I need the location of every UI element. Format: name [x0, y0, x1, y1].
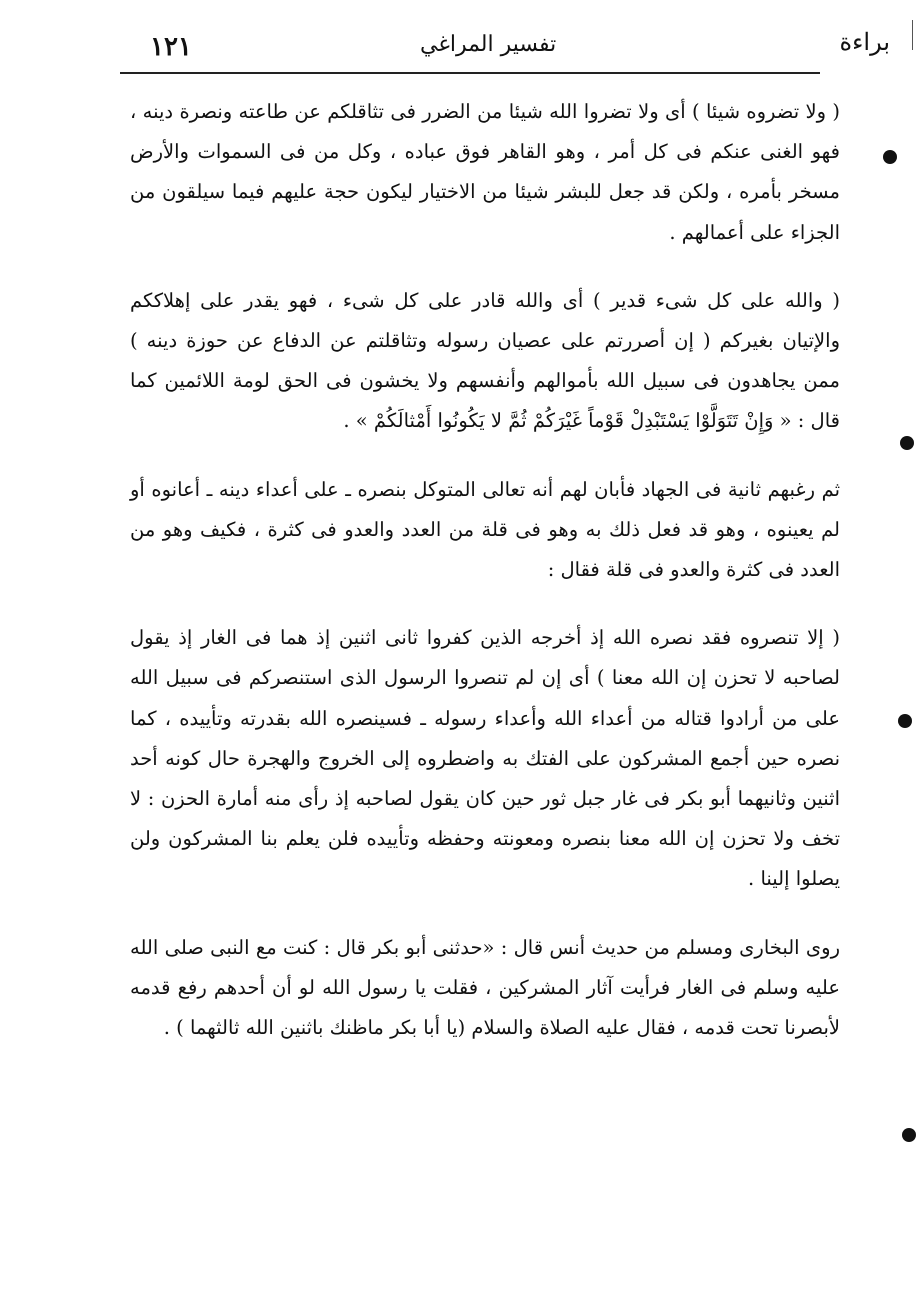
page-header	[120, 18, 890, 68]
scan-edge-mark	[912, 20, 913, 50]
page-number: ١٢١	[150, 32, 192, 62]
scan-hole-mark	[900, 436, 914, 450]
paragraph: ثم رغبهم ثانية فى الجهاد فأبان لهم أنه تعالى المتوكل بنصره ـ على أعداء دينه ـ أعانوه أو لم يعينوه ، وهو قد فعل ذلك به وهو فى قلة من العدد والعدو فى كثرة ، فكيف وهو من العدد فى كثرة والعدو فى قلة فقال :	[130, 477, 840, 582]
body-text	[130, 92, 840, 1076]
paragraph: روى البخارى ومسلم من حديث أنس قال : «حدثنى أبو بكر قال : كنت مع النبى صلى الله عليه وسلم فى الغار فرأيت آثار المشركين ، فقلت يا رسول الله لو أن أحدهم رفع قدمه لأبصرنا تحت قدمه ، فقال عليه الصلاة والسلام (يا أبا بكر ماظنك باثنين الله ثالثهما ) .	[130, 935, 840, 1040]
scan-hole-mark	[902, 1128, 916, 1142]
paragraph: ( والله على كل شىء قدير ) أى والله قادر على كل شىء ، فهو يقدر على إهلاككم والإتيان بغيركم ( إن أصررتم على عصيان رسوله وتثاقلتم عن الدفاع عن حوزة دينه ) ممن يجاهدون فى سبيل الله بأموالهم وأنفسهم ولا يخشون فى الحق لومة اللائمين كما قال : « وَإِنْ تَتَوَلَّوْا يَسْتَبْدِلْ قَوْماً غَيْرَكُمْ ثُمَّ لا يَكُونُوا أَمْثالَكُمْ » .	[130, 288, 840, 433]
scan-hole-mark	[898, 714, 912, 728]
paragraph: ( إلا تنصروه فقد نصره الله إذ أخرجه الذين كفروا ثانى اثنين إذ هما فى الغار إذ يقول لصاحبه لا تحزن إن الله معنا ) أى إن لم تنصروا الرسول الذى استنصركم فى سبيل الله على من أرادوا قتاله من أعداء الله وأعداء رسوله ـ فسينصره الله بقدرته وتأييده ، كما نصره حين أجمع المشركون على الفتك به واضطروه إلى الخروج والهجرة حال كونه أحد اثنين وثانيهما أبو بكر فى غار جبل ثور حين كان يقول لصاحبه إذ رأى منه أمارة الحزن : لا تخف ولا تحزن إن الله معنا بنصره ومعونته وحفظه وتأييده فلن يعلم بنا المشركون ولن يصلوا إلينا .	[130, 626, 840, 891]
paragraph: ( ولا تضروه شيئا ) أى ولا تضروا الله شيئا من الضرر فى تثاقلكم عن طاعته ونصرة دينه ، فهو الغنى عنكم فى كل أمر ، وهو القاهر فوق عباده ، وكل من فى السموات والأرض مسخر بأمره ، ولكن قد جعل للبشر شيئا من الاختيار ليكون حجة عليهم فيما سيلقون من الجزاء على أعمالهم .	[130, 100, 841, 244]
sura-name: براءة	[839, 28, 890, 56]
header-rule	[120, 72, 820, 74]
book-title: تفسير المراغي	[420, 32, 557, 57]
scan-hole-mark	[883, 150, 897, 164]
